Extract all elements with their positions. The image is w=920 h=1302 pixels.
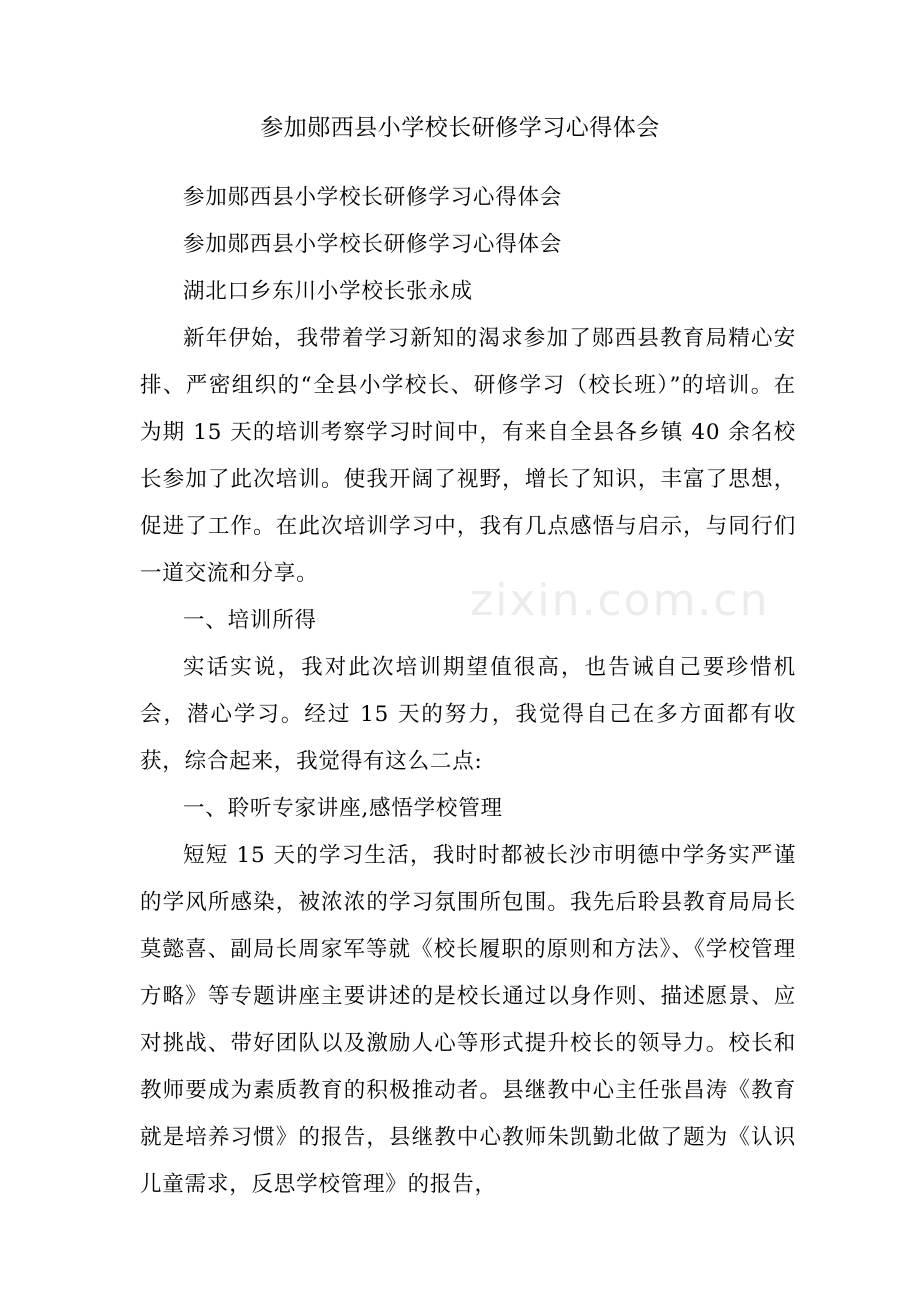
paragraph-gains: 实话实说，我对此次培训期望值很高，也告诫自己要珍惜机会，潜心学习。经过 15 天的努力，我觉得自己在多方面都有收获，综合起来，我觉得有这么二点: [140,655,796,774]
paragraph-intro: 新年伊始，我带着学习新知的渴求参加了郧西县教育局精心安排、严密组织的“全县小学校长、研修学习（校长班）”的培训。在为期 15 天的培训考察学习时间中，有来自全县各乡镇 40 余名校长参加了此次培训。使我开阔了视野，增长了知识，丰富了思想，促进了工作。在此次培训学习中，我有几点感悟与启示，与同行们一道交流和分享。 [140,326,796,586]
paragraph-subtitle-2: 参加郧西县小学校长研修学习心得体会 [183,232,563,257]
document-body [140,174,796,1208]
paragraph-author: 湖北口乡东川小学校长张永成 [183,279,473,304]
document-title: 参加郧西县小学校长研修学习心得体会 [260,115,660,141]
paragraph-lectures: 短短 15 天的学习生活，我时时都被长沙市明德中学务实严谨的学风所感染，被浓浓的学习氛围所包围。我先后聆县教育局局长莫懿喜、副局长周家军等就《校长履职的原则和方法》、《学校管理方略》等专题讲座主要讲述的是校长通过以身作则、描述愿景、应对挑战、带好团队以及激励人心等形式提升校长的领导力。校长和教师要成为素质教育的积极推动者。县继教中心主任张昌涛《教育就是培养习惯》的报告，县继教中心教师朱凯勤北做了题为《认识儿童需求，反思学校管理》的报告， [140,843,796,1197]
paragraph-subtitle-1: 参加郧西县小学校长研修学习心得体会 [183,185,563,210]
watermark: zixin.com.cn [470,575,770,626]
section-heading-gains: 一、培训所得 [183,608,317,633]
section-heading-lectures: 一、聆听专家讲座,感悟学校管理 [183,796,503,821]
